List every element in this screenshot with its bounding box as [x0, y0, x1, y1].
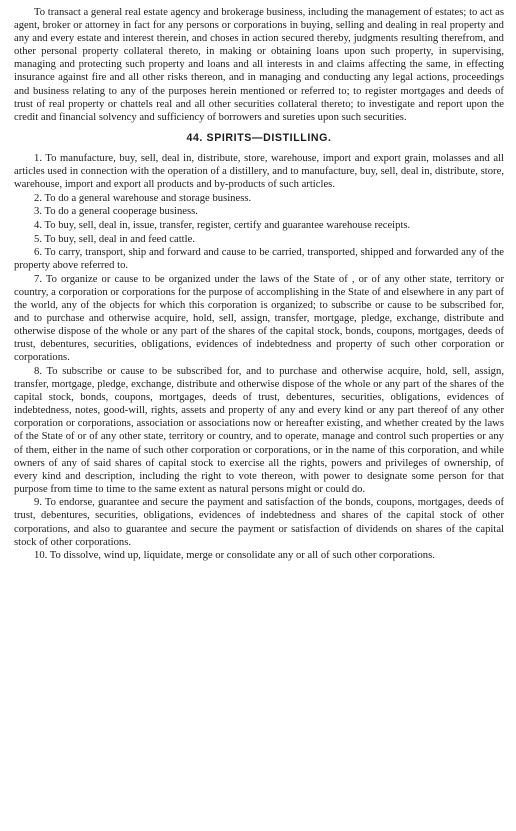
list-item: 6. To carry, transport, ship and forward and cause to be carried, transported, shipped and forwarded any of the property above referred to. [14, 247, 504, 272]
list-item: 9. To endorse, guarantee and secure the payment and satisfaction of the bonds, coupons, mortgages, deeds of trust, debentures, securities, obligations, evidences of indebtedness and shares of the capital stock of other corporations, and also to guarantee and secure the payment or satisfaction of dividends on shares of the capital stock of other corporations. [14, 497, 504, 548]
list-item: 7. To organize or cause to be organized under the laws of the State of , or of any other state, territory or country, a corporation or corporations for the purpose of accomplishing in the State of and elsewhere in any part of the world, any of the objects for which this corporation is organized; to subscribe or cause to be subscribed for, and to purchase and otherwise acquire, hold, sell, assign, transfer, mortgage, pledge, exchange, distribute and otherwise dispose of the whole or any part of the shares of the capital stock, bonds, coupons, mortgages, deeds of trust, debentures, securities, obligations, evidences of indebtedness and property of such other corporation or corporations. [14, 273, 504, 364]
list-item: 10. To dissolve, wind up, liquidate, merge or consolidate any or all of such other corporations. [34, 550, 435, 562]
list-item: 5. To buy, sell, deal in and feed cattle. [34, 233, 195, 245]
list-item: 1. To manufacture, buy, sell, deal in, distribute, store, warehouse, import and export grain, molasses and all articles used in connection with the operation of a distillery, and to manufacture, buy, sell, deal in, distribute, store, warehouse, import and export all products and by-products of such articles. [14, 152, 504, 191]
item-list [14, 152, 504, 562]
list-item: 2. To do a general warehouse and storage business. [34, 192, 252, 204]
intro-paragraph: To transact a general real estate agency and brokerage business, including the management of estates; to act as agent, broker or attorney in fact for any persons or corporations in buying, selling and dealing in real property and any and every estate and interest therein, and choses in action secured thereby, judgments resulting therefrom, and other personal property collateral thereto, in making or obtaining loans upon such property, in supervising, managing and protecting such property and loans and all interests in and claims affecting the same, in effecting insurance against fire and all other risks thereon, and in managing and conducting any legal actions, proceedings and business relating to any of the purposes herein mentioned or referred to; to register mortgages and deeds of trust of real property or chattels real and all other securities collateral thereto; to investigate and report upon the credit and financial solvency and sufficiency of borrowers and sureties upon such securities. [14, 7, 504, 123]
list-item: 4. To buy, sell, deal in, issue, transfer, register, certify and guarantee warehouse receipts. [34, 219, 411, 231]
list-item: 8. To subscribe or cause to be subscribed for, and to purchase and otherwise acquire, hold, sell, assign, transfer, mortgage, pledge, exchange, distribute and otherwise dispose of the whole or any part of the shares of the capital stock, bonds, coupons, mortgages, deeds of trust, debentures, securities, obligations, evidences of indebtedness, notes, good-will, rights, assets and property of any and every kind or any part thereof of any other corporation or corporations, association or associations now or hereafter existing, and whether created by the laws of the State of or of any other state, territory or country, and to operate, manage and control such properties or any of them, either in the name of such other corporation or corporations, or in the name of this corporation, and while owners of any of said shares of capital stock to exercise all the rights, powers and privileges of ownership, of every kind and description, including the right to vote thereon, with power to designate some person for that purpose from time to time to the same extent as natural persons might or could do. [14, 365, 504, 495]
list-item: 3. To do a general cooperage business. [34, 206, 198, 218]
section-heading: 44. SPIRITS—DISTILLING. [186, 131, 332, 144]
